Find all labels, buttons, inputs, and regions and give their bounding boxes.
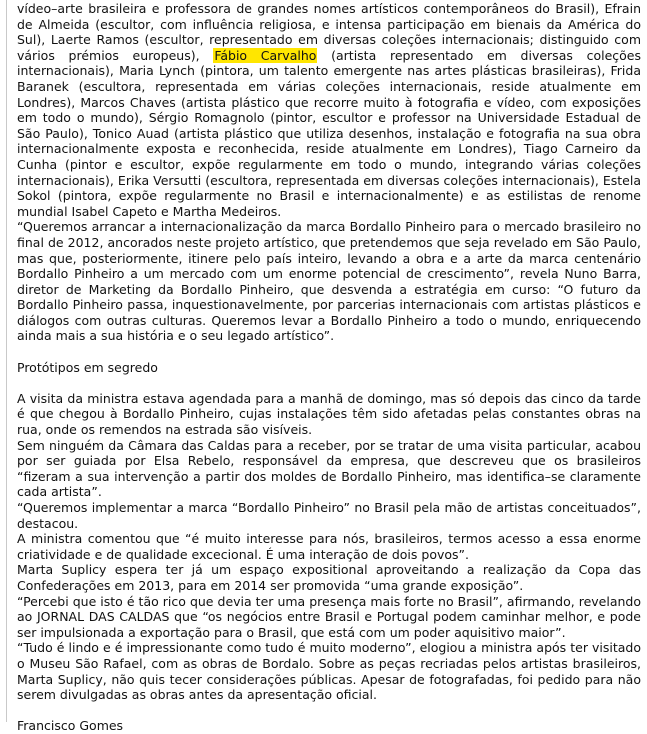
left-border-rule	[6, 0, 7, 722]
spacer	[17, 703, 641, 719]
spacer	[17, 344, 641, 360]
chamber-paragraph: Sem ninguém da Câmara das Caldas para a receber, por se tratar de uma visita particular, acabou por ser guiada por Elsa Rebelo, responsável da empresa, que descreveu que os brasileiros “fizeram a sua intervenção a partir dos moldes de Bordallo Pinheiro, mas identifica–se claramente cada artista”.	[17, 437, 641, 500]
implement-quote: “Queremos implementar a marca “Bordallo Pinheiro” no Brasil pela mão de artistas conceituados”, destacou.	[17, 500, 641, 531]
highlighted-name: Fábio Carvalho	[214, 47, 317, 63]
spacer	[17, 375, 641, 391]
minister-comment: A ministra comentou que “é muito interesse para nós, brasileiros, termos acesso a essa enorme criatividade e de qualidade excecional. É uma interação de dois povos”.	[17, 531, 641, 562]
nuno-barra-quote: “Queremos arrancar a internacionalização da marca Bordallo Pinheiro para o mercado brasileiro no final de 2012, ancorados neste projeto artístico, que pretendemos que seja revelado em São Paulo, mas que, posteriormente, itinere pelo país inteiro, levando a obra e a arte da marca centenário Bordallo Pinheiro a um mercado com um enorme potencial de crescimento”, revela Nuno Barra, diretor de Marketing da Bordallo Pinheiro, que desvenda a estratégia em curso: “O futuro da Bordallo Pinheiro passa, inquestionavelmente, por parcerias internacionais com artistas plásticos e diálogos com outras culturas. Queremos levar a Bordallo Pinheiro a todo o mundo, enriquecendo ainda mais a sua história e o seu legado artístico”.	[17, 219, 641, 344]
suplicy-space-paragraph: Marta Suplicy espera ter já um espaço expositional aproveitando a realização da Copa das Confederações em 2013, para em 2014 ser promovida “uma grande exposição”.	[17, 562, 641, 593]
artists-text-a: vídeo–arte brasileira e professora de grandes nomes artísticos contemporâneos do Brasil), Efrain de Almeida (escultor, com influência religiosa, e intensa participação em bienais da América do Sul), Laerte Ramos (escultor, representado em diversas coleções internacionais; distinguido com vários prémios europeus),	[17, 1, 641, 63]
author-byline: Francisco Gomes	[17, 718, 124, 734]
visit-paragraph: A visita da ministra estava agendada para a manhã de domingo, mas só depois das cinco da tarde é que chegou à Bordallo Pinheiro, cujas instalações têm sido afetadas pelas constantes obras na rua, onde os remendos na estrada são visíveis.	[17, 390, 641, 438]
artists-text-b: (artista representado em diversas coleções internacionais), Maria Lynch (pintora, um talento emergente nas artes plásticas brasileiras), Frida Baranek (escultora, representada em várias coleções internacionais, reside atualmente em Londres), Marcos Chaves (artista plástico que recorre muito à fotografia e vídeo, com exposições em todo o mundo), Sérgio Romagnolo (pintor, escultor e professor na Universidade Estadual de São Paulo), Tonico Auad (artista plástico que utiliza desenhos, instalação e fotografia na sua obra internacionalmente exposta e reconhecida, reside atualmente em Londres), Tiago Carneiro da Cunha (pintor e escultor, expõe regularmente em todo o mundo, integrando várias coleções internacionais), Erika Versutti (escultora, representada em diversas coleções internacionais), Estela Sokol (pintora, expõe regularmente no Brasil e internacionalmente) e as estilistas de renome mundial Isabel Capeto e Martha Medeiros.	[17, 47, 641, 219]
rich-quote: “Percebi que isto é tão rico que devia ter uma presença mais forte no Brasil”, afirmando, revelando ao JORNAL DAS CALDAS que “os negócios entre Brasil e Portugal podem caminhar melhor, e pode ser impulsionada a exportação para o Brasil, que está com um poder aquisitivo maior”.	[17, 593, 641, 640]
section-heading: Protótipos em segredo	[17, 359, 158, 375]
modern-quote: “Tudo é lindo e é impressionante como tudo é muito moderno”, elogiou a ministra após ter visitado o Museu São Rafael, com as obras de Bordalo. Sobre as peças recriadas pelos artistas brasileiros, Marta Suplicy, não quis tecer considerações públicas. Apesar de fotografadas, foi pedido para não serem divulgadas as obras antes da apresentação oficial.	[17, 640, 641, 703]
artists-paragraph	[17, 1, 641, 219]
